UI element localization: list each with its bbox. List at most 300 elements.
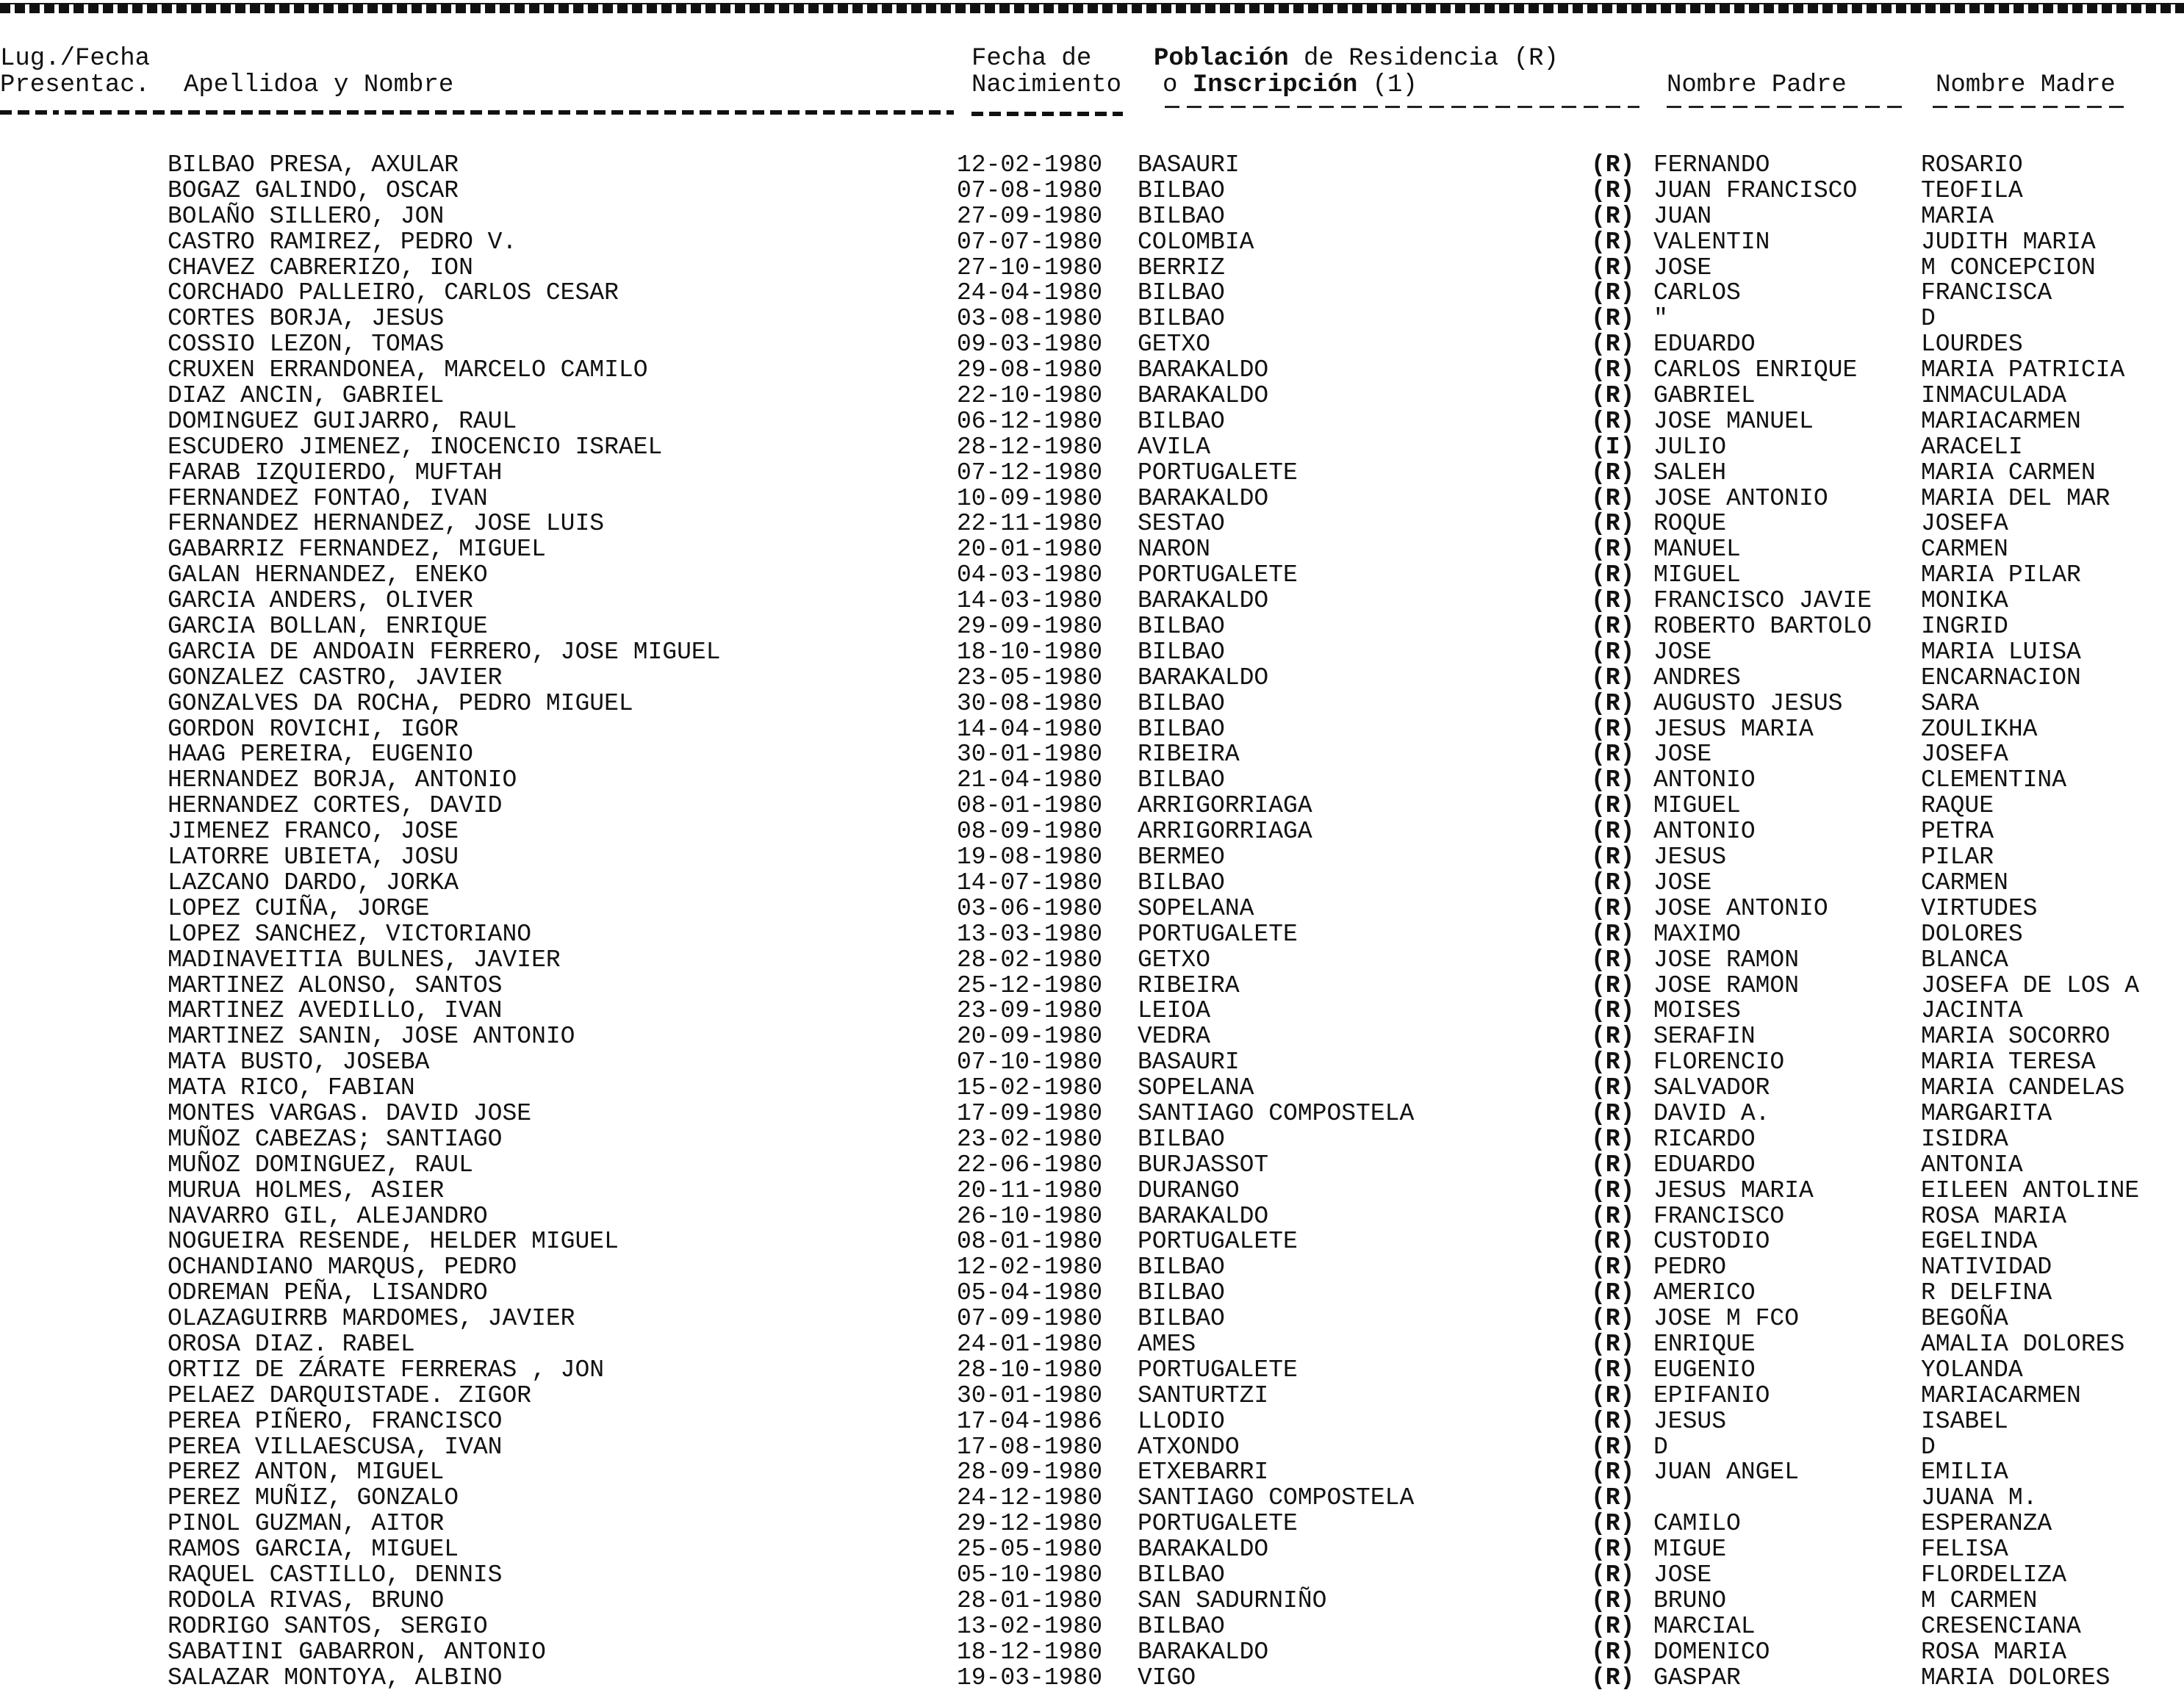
record-type-code: (R) bbox=[1591, 1023, 1635, 1051]
record-type-code: (R) bbox=[1591, 1664, 1635, 1691]
record-type-code: (R) bbox=[1591, 587, 1635, 615]
record-name: GALAN HERNANDEZ, ENEKO bbox=[168, 561, 488, 589]
record-birth-date: 24-04-1980 bbox=[957, 279, 1103, 307]
record-place: BILBAO bbox=[1138, 766, 1225, 794]
records-list bbox=[0, 153, 2184, 1691]
record-birth-date: 07-07-1980 bbox=[957, 228, 1103, 256]
record-birth-date: 07-12-1980 bbox=[957, 458, 1103, 486]
record-place: BILBAO bbox=[1138, 1279, 1225, 1307]
record-father-name: JESUS MARIA bbox=[1653, 715, 1814, 743]
record-birth-date: 20-11-1980 bbox=[957, 1176, 1103, 1204]
record-type-code: (R) bbox=[1591, 1228, 1635, 1256]
record-type-code: (R) bbox=[1591, 741, 1635, 769]
record-mother-name: ROSA MARIA bbox=[1921, 1202, 2067, 1230]
record-father-name: EPIFANIO bbox=[1653, 1381, 1770, 1409]
record-type-code: (R) bbox=[1591, 1330, 1635, 1358]
table-row bbox=[0, 768, 2184, 794]
record-mother-name: LOURDES bbox=[1921, 331, 2023, 359]
header-inscripcion-rest: (1) bbox=[1357, 71, 1418, 99]
record-birth-date: 19-08-1980 bbox=[957, 844, 1103, 871]
record-place: BILBAO bbox=[1138, 176, 1225, 204]
record-type-code: (R) bbox=[1591, 894, 1635, 922]
record-mother-name: EMILIA bbox=[1921, 1459, 2008, 1486]
record-type-code: (R) bbox=[1591, 253, 1635, 281]
record-name: LATORRE UBIETA, JOSU bbox=[168, 844, 459, 871]
record-mother-name: D bbox=[1921, 305, 1936, 333]
record-place: BILBAO bbox=[1138, 638, 1225, 666]
record-mother-name: MARIA LUISA bbox=[1921, 638, 2081, 666]
header-underline-col4 bbox=[1165, 106, 1639, 108]
record-mother-name: EGELINDA bbox=[1921, 1228, 2038, 1256]
record-place: SOPELANA bbox=[1138, 894, 1254, 922]
record-mother-name: MARIA bbox=[1921, 202, 1994, 230]
record-type-code: (R) bbox=[1591, 869, 1635, 896]
record-father-name: SALVADOR bbox=[1653, 1074, 1770, 1102]
record-name: SABATINI GABARRON, ANTONIO bbox=[168, 1638, 546, 1666]
record-mother-name: ZOULIKHA bbox=[1921, 715, 2038, 743]
record-type-code: (R) bbox=[1591, 1099, 1635, 1127]
record-name: MATA RICO, FABIAN bbox=[168, 1074, 415, 1102]
record-place: GETXO bbox=[1138, 946, 1211, 974]
table-row bbox=[0, 871, 2184, 896]
record-mother-name: CARMEN bbox=[1921, 869, 2008, 896]
record-type-code: (R) bbox=[1591, 407, 1635, 435]
table-row bbox=[0, 1460, 2184, 1486]
record-place: ARRIGORRIAGA bbox=[1138, 792, 1312, 820]
record-name: RODRIGO SANTOS, SERGIO bbox=[168, 1612, 488, 1640]
record-type-code: (R) bbox=[1591, 1381, 1635, 1409]
table-row bbox=[0, 1332, 2184, 1358]
record-place: LEIOA bbox=[1138, 997, 1211, 1025]
record-birth-date: 29-09-1980 bbox=[957, 613, 1103, 641]
record-birth-date: 05-04-1980 bbox=[957, 1279, 1103, 1307]
record-name: JIMENEZ FRANCO, JOSE bbox=[168, 818, 459, 846]
record-birth-date: 17-04-1986 bbox=[957, 1407, 1103, 1435]
record-father-name: " bbox=[1653, 305, 1668, 333]
record-name: MURUA HOLMES, ASIER bbox=[168, 1176, 445, 1204]
record-place: VEDRA bbox=[1138, 1023, 1211, 1051]
record-place: ARRIGORRIAGA bbox=[1138, 818, 1312, 846]
record-mother-name: JOSEFA bbox=[1921, 510, 2008, 538]
record-father-name: VALENTIN bbox=[1653, 228, 1770, 256]
record-place: BARAKALDO bbox=[1138, 356, 1269, 384]
record-father-name: FRANCISCO bbox=[1653, 1202, 1785, 1230]
record-type-code: (R) bbox=[1591, 1074, 1635, 1102]
record-type-code: (R) bbox=[1591, 458, 1635, 486]
record-birth-date: 20-09-1980 bbox=[957, 1023, 1103, 1051]
record-father-name: EUGENIO bbox=[1653, 1356, 1756, 1384]
header-poblacion-rest: de Residencia (R) bbox=[1288, 45, 1559, 73]
record-mother-name: JOSEFA bbox=[1921, 741, 2008, 769]
record-birth-date: 14-04-1980 bbox=[957, 715, 1103, 743]
record-name: MATA BUSTO, JOSEBA bbox=[168, 1049, 430, 1076]
table-row bbox=[0, 1101, 2184, 1127]
record-father-name: DAVID A. bbox=[1653, 1099, 1770, 1127]
record-birth-date: 23-05-1980 bbox=[957, 664, 1103, 691]
header-nacimiento: Nacimiento bbox=[971, 71, 1122, 99]
record-birth-date: 14-03-1980 bbox=[957, 587, 1103, 615]
record-mother-name: M CARMEN bbox=[1921, 1586, 2038, 1614]
record-mother-name: MARGARITA bbox=[1921, 1099, 2052, 1127]
record-place: PORTUGALETE bbox=[1138, 1510, 1298, 1538]
table-row bbox=[0, 409, 2184, 435]
table-row bbox=[0, 1255, 2184, 1281]
record-father-name: JUAN ANGEL bbox=[1653, 1459, 1800, 1486]
record-type-code: (R) bbox=[1591, 613, 1635, 641]
table-row bbox=[0, 1229, 2184, 1255]
record-name: CASTRO RAMIREZ, PEDRO V. bbox=[168, 228, 517, 256]
table-row bbox=[0, 819, 2184, 845]
record-father-name: SERAFIN bbox=[1653, 1023, 1756, 1051]
record-type-code: (R) bbox=[1591, 536, 1635, 564]
table-row bbox=[0, 511, 2184, 537]
table-row bbox=[0, 458, 2184, 486]
record-father-name: CUSTODIO bbox=[1653, 1228, 1770, 1256]
record-name: MARTINEZ ALONSO, SANTOS bbox=[168, 971, 503, 999]
record-type-code: (R) bbox=[1591, 1638, 1635, 1666]
record-father-name: MOISES bbox=[1653, 997, 1741, 1025]
record-father-name: JUAN FRANCISCO bbox=[1653, 176, 1858, 204]
record-father-name: DOMENICO bbox=[1653, 1638, 1770, 1666]
record-mother-name: MARIA PILAR bbox=[1921, 561, 2081, 589]
record-birth-date: 27-09-1980 bbox=[957, 202, 1103, 230]
record-father-name: JOSE bbox=[1653, 638, 1712, 666]
record-name: RAMOS GARCIA, MIGUEL bbox=[168, 1536, 459, 1564]
table-row bbox=[0, 176, 2184, 204]
record-birth-date: 22-10-1980 bbox=[957, 382, 1103, 410]
table-row bbox=[0, 153, 2184, 179]
record-name: DIAZ ANCIN, GABRIEL bbox=[168, 382, 445, 410]
table-row bbox=[0, 794, 2184, 819]
record-birth-date: 05-10-1980 bbox=[957, 1561, 1103, 1589]
table-row bbox=[0, 563, 2184, 589]
record-name: GORDON ROVICHI, IGOR bbox=[168, 715, 459, 743]
record-father-name: MIGUEL bbox=[1653, 561, 1741, 589]
record-name: PINOL GUZMAN, AITOR bbox=[168, 1510, 445, 1538]
record-type-code: (R) bbox=[1591, 1433, 1635, 1461]
record-name: GONZALEZ CASTRO, JAVIER bbox=[168, 664, 503, 691]
record-father-name: JOSE RAMON bbox=[1653, 946, 1800, 974]
record-mother-name: AMALIA DOLORES bbox=[1921, 1330, 2125, 1358]
record-type-code: (R) bbox=[1591, 689, 1635, 717]
table-row bbox=[0, 999, 2184, 1024]
header-underline-col5 bbox=[1667, 106, 1902, 108]
record-father-name: ROBERTO BARTOLO bbox=[1653, 613, 1872, 641]
record-type-code: (I) bbox=[1591, 433, 1635, 461]
record-place: SANTIAGO COMPOSTELA bbox=[1138, 1099, 1415, 1127]
record-mother-name: SARA bbox=[1921, 689, 1980, 717]
record-place: BERRIZ bbox=[1138, 253, 1225, 281]
record-name: RODOLA RIVAS, BRUNO bbox=[168, 1586, 445, 1614]
record-name: NAVARRO GIL, ALEJANDRO bbox=[168, 1202, 488, 1230]
table-row bbox=[0, 1204, 2184, 1230]
record-mother-name: M CONCEPCION bbox=[1921, 253, 2096, 281]
record-type-code: (R) bbox=[1591, 279, 1635, 307]
record-mother-name: D bbox=[1921, 1433, 1936, 1461]
record-place: BARAKALDO bbox=[1138, 1638, 1269, 1666]
record-mother-name: ENCARNACION bbox=[1921, 664, 2081, 691]
record-father-name: MARCIAL bbox=[1653, 1612, 1756, 1640]
record-birth-date: 30-01-1980 bbox=[957, 741, 1103, 769]
record-type-code: (R) bbox=[1591, 1151, 1635, 1179]
table-row bbox=[0, 435, 2184, 461]
record-name: BOGAZ GALINDO, OSCAR bbox=[168, 176, 459, 204]
record-place: BERMEO bbox=[1138, 844, 1225, 871]
record-type-code: (R) bbox=[1591, 1356, 1635, 1384]
record-type-code: (R) bbox=[1591, 1407, 1635, 1435]
record-father-name: JESUS bbox=[1653, 844, 1727, 871]
record-mother-name: RAQUE bbox=[1921, 792, 1994, 820]
table-row bbox=[0, 1537, 2184, 1563]
record-mother-name: ROSA MARIA bbox=[1921, 1638, 2067, 1666]
record-birth-date: 14-07-1980 bbox=[957, 869, 1103, 896]
record-name: CORTES BORJA, JESUS bbox=[168, 305, 445, 333]
header-underline-col1 bbox=[0, 110, 59, 115]
record-mother-name: FLORDELIZA bbox=[1921, 1561, 2067, 1589]
record-birth-date: 20-01-1980 bbox=[957, 536, 1103, 564]
table-row bbox=[0, 1024, 2184, 1050]
record-father-name: JESUS bbox=[1653, 1407, 1727, 1435]
record-place: PORTUGALETE bbox=[1138, 920, 1298, 948]
record-mother-name: FRANCISCA bbox=[1921, 279, 2052, 307]
record-type-code: (R) bbox=[1591, 715, 1635, 743]
record-mother-name: ROSARIO bbox=[1921, 151, 2023, 179]
record-birth-date: 06-12-1980 bbox=[957, 407, 1103, 435]
record-mother-name: NATIVIDAD bbox=[1921, 1254, 2052, 1281]
table-row bbox=[0, 1640, 2184, 1666]
table-row bbox=[0, 666, 2184, 691]
record-place: BILBAO bbox=[1138, 1125, 1225, 1153]
record-birth-date: 27-10-1980 bbox=[957, 253, 1103, 281]
record-name: GARCIA ANDERS, OLIVER bbox=[168, 587, 473, 615]
record-mother-name: ISIDRA bbox=[1921, 1125, 2008, 1153]
record-type-code: (R) bbox=[1591, 1305, 1635, 1333]
record-birth-date: 25-05-1980 bbox=[957, 1536, 1103, 1564]
record-type-code: (R) bbox=[1591, 331, 1635, 359]
top-separator-rule bbox=[0, 3, 2184, 13]
record-mother-name: DOLORES bbox=[1921, 920, 2023, 948]
record-mother-name: YOLANDA bbox=[1921, 1356, 2023, 1384]
record-place: BARAKALDO bbox=[1138, 382, 1269, 410]
record-type-code: (R) bbox=[1591, 844, 1635, 871]
table-row bbox=[0, 1486, 2184, 1511]
record-mother-name: MARIA PATRICIA bbox=[1921, 356, 2125, 384]
record-name: ODREMAN PEÑA, LISANDRO bbox=[168, 1279, 488, 1307]
table-row bbox=[0, 1281, 2184, 1306]
record-birth-date: 28-01-1980 bbox=[957, 1586, 1103, 1614]
record-name: DOMINGUEZ GUIJARRO, RAUL bbox=[168, 407, 517, 435]
record-mother-name: INGRID bbox=[1921, 613, 2008, 641]
record-father-name: JOSE RAMON bbox=[1653, 971, 1800, 999]
record-mother-name: EILEEN ANTOLINE bbox=[1921, 1176, 2140, 1204]
header-poblacion-bold: Población bbox=[1154, 45, 1289, 73]
record-birth-date: 17-09-1980 bbox=[957, 1099, 1103, 1127]
record-name: PEREA PIÑERO, FRANCISCO bbox=[168, 1407, 503, 1435]
record-birth-date: 03-06-1980 bbox=[957, 894, 1103, 922]
record-father-name: FRANCISCO JAVIE bbox=[1653, 587, 1872, 615]
record-place: ETXEBARRI bbox=[1138, 1459, 1269, 1486]
table-row bbox=[0, 230, 2184, 256]
table-row bbox=[0, 640, 2184, 666]
record-birth-date: 03-08-1980 bbox=[957, 305, 1103, 333]
record-name: MARTINEZ SANIN, JOSE ANTONIO bbox=[168, 1023, 575, 1051]
table-row bbox=[0, 1586, 2184, 1614]
record-type-code: (R) bbox=[1591, 997, 1635, 1025]
record-place: VIGO bbox=[1138, 1664, 1196, 1691]
record-type-code: (R) bbox=[1591, 1510, 1635, 1538]
record-mother-name: JOSEFA DE LOS A bbox=[1921, 971, 2140, 999]
header-underline-col2 bbox=[65, 110, 954, 115]
table-row bbox=[0, 896, 2184, 922]
record-father-name: JESUS MARIA bbox=[1653, 1176, 1814, 1204]
table-row bbox=[0, 971, 2184, 999]
record-name: NOGUEIRA RESENDE, HELDER MIGUEL bbox=[168, 1228, 619, 1256]
record-mother-name: ISABEL bbox=[1921, 1407, 2008, 1435]
record-name: HERNANDEZ CORTES, DAVID bbox=[168, 792, 503, 820]
record-father-name: AMERICO bbox=[1653, 1279, 1756, 1307]
record-type-code: (R) bbox=[1591, 484, 1635, 512]
record-birth-date: 28-02-1980 bbox=[957, 946, 1103, 974]
record-place: RIBEIRA bbox=[1138, 971, 1240, 999]
record-name: HAAG PEREIRA, EUGENIO bbox=[168, 741, 473, 769]
table-row bbox=[0, 1153, 2184, 1179]
record-place: BILBAO bbox=[1138, 1612, 1225, 1640]
record-birth-date: 22-11-1980 bbox=[957, 510, 1103, 538]
record-place: BILBAO bbox=[1138, 689, 1225, 717]
record-type-code: (R) bbox=[1591, 1612, 1635, 1640]
record-name: LOPEZ SANCHEZ, VICTORIANO bbox=[168, 920, 532, 948]
table-row bbox=[0, 358, 2184, 384]
table-row bbox=[0, 1050, 2184, 1076]
record-type-code: (R) bbox=[1591, 1279, 1635, 1307]
record-father-name: D bbox=[1653, 1433, 1668, 1461]
record-birth-date: 29-12-1980 bbox=[957, 1510, 1103, 1538]
record-place: SESTAO bbox=[1138, 510, 1225, 538]
header-nombre-padre: Nombre Padre bbox=[1667, 71, 1847, 99]
record-birth-date: 04-03-1980 bbox=[957, 561, 1103, 589]
record-father-name: JOSE bbox=[1653, 1561, 1712, 1589]
record-name: ORTIZ DE ZÁRATE FERRERAS , JON bbox=[168, 1356, 605, 1384]
record-place: BARAKALDO bbox=[1138, 1202, 1269, 1230]
record-name: OLAZAGUIRRB MARDOMES, JAVIER bbox=[168, 1305, 575, 1333]
record-place: RIBEIRA bbox=[1138, 741, 1240, 769]
record-place: BILBAO bbox=[1138, 715, 1225, 743]
header-nombre-madre: Nombre Madre bbox=[1936, 71, 2116, 99]
record-father-name: ANTONIO bbox=[1653, 818, 1756, 846]
record-birth-date: 07-08-1980 bbox=[957, 176, 1103, 204]
record-type-code: (R) bbox=[1591, 1459, 1635, 1486]
table-row bbox=[0, 537, 2184, 563]
record-mother-name: MONIKA bbox=[1921, 587, 2008, 615]
record-birth-date: 12-02-1980 bbox=[957, 1254, 1103, 1281]
record-father-name: MANUEL bbox=[1653, 536, 1741, 564]
record-place: AMES bbox=[1138, 1330, 1196, 1358]
table-row bbox=[0, 922, 2184, 948]
table-row bbox=[0, 306, 2184, 332]
record-type-code: (R) bbox=[1591, 638, 1635, 666]
record-type-code: (R) bbox=[1591, 305, 1635, 333]
record-type-code: (R) bbox=[1591, 1202, 1635, 1230]
record-father-name: MIGUE bbox=[1653, 1536, 1727, 1564]
record-father-name: PEDRO bbox=[1653, 1254, 1727, 1281]
header-lug-fecha: Lug./Fecha bbox=[0, 45, 151, 73]
record-type-code: (R) bbox=[1591, 1484, 1635, 1512]
record-name: COSSIO LEZON, TOMAS bbox=[168, 331, 445, 359]
record-place: BILBAO bbox=[1138, 1254, 1225, 1281]
record-mother-name: CRESENCIANA bbox=[1921, 1612, 2081, 1640]
record-birth-date: 24-01-1980 bbox=[957, 1330, 1103, 1358]
record-father-name: RICARDO bbox=[1653, 1125, 1756, 1153]
record-type-code: (R) bbox=[1591, 561, 1635, 589]
record-birth-date: 15-02-1980 bbox=[957, 1074, 1103, 1102]
record-name: MADINAVEITIA BULNES, JAVIER bbox=[168, 946, 561, 974]
record-place: GETXO bbox=[1138, 331, 1211, 359]
record-mother-name: MARIA DOLORES bbox=[1921, 1664, 2111, 1691]
record-father-name: JOSE bbox=[1653, 253, 1712, 281]
table-row bbox=[0, 845, 2184, 871]
record-father-name: GASPAR bbox=[1653, 1664, 1741, 1691]
record-mother-name: R DELFINA bbox=[1921, 1279, 2052, 1307]
record-mother-name: MARIA TERESA bbox=[1921, 1049, 2096, 1076]
record-name: GARCIA BOLLAN, ENRIQUE bbox=[168, 613, 488, 641]
record-type-code: (R) bbox=[1591, 664, 1635, 691]
record-father-name: FLORENCIO bbox=[1653, 1049, 1785, 1076]
table-row bbox=[0, 1076, 2184, 1101]
header-fecha-de: Fecha de bbox=[971, 45, 1092, 73]
record-father-name: SALEH bbox=[1653, 458, 1727, 486]
record-birth-date: 24-12-1980 bbox=[957, 1484, 1103, 1512]
record-name: CRUXEN ERRANDONEA, MARCELO CAMILO bbox=[168, 356, 648, 384]
record-birth-date: 30-08-1980 bbox=[957, 689, 1103, 717]
record-birth-date: 23-02-1980 bbox=[957, 1125, 1103, 1153]
record-place: ATXONDO bbox=[1138, 1433, 1240, 1461]
record-name: SALAZAR MONTOYA, ALBINO bbox=[168, 1664, 503, 1691]
record-father-name: JULIO bbox=[1653, 433, 1727, 461]
record-type-code: (R) bbox=[1591, 1125, 1635, 1153]
record-mother-name: MARIA CARMEN bbox=[1921, 458, 2096, 486]
table-row bbox=[0, 1306, 2184, 1332]
record-father-name: JOSE MANUEL bbox=[1653, 407, 1814, 435]
record-place: SOPELANA bbox=[1138, 1074, 1254, 1102]
record-name: LAZCANO DARDO, JORKA bbox=[168, 869, 459, 896]
record-birth-date: 21-04-1980 bbox=[957, 766, 1103, 794]
record-place: BILBAO bbox=[1138, 279, 1225, 307]
record-birth-date: 17-08-1980 bbox=[957, 1433, 1103, 1461]
record-father-name: CARLOS ENRIQUE bbox=[1653, 356, 1858, 384]
record-place: BILBAO bbox=[1138, 869, 1225, 896]
record-birth-date: 19-03-1980 bbox=[957, 1664, 1103, 1691]
record-name: MUÑOZ DOMINGUEZ, RAUL bbox=[168, 1151, 473, 1179]
record-father-name: ROQUE bbox=[1653, 510, 1727, 538]
record-place: BARAKALDO bbox=[1138, 484, 1269, 512]
record-mother-name: ANTONIA bbox=[1921, 1151, 2023, 1179]
record-place: SANTURTZI bbox=[1138, 1381, 1269, 1409]
record-birth-date: 28-12-1980 bbox=[957, 433, 1103, 461]
record-name: RAQUEL CASTILLO, DENNIS bbox=[168, 1561, 503, 1589]
record-name: CHAVEZ CABRERIZO, ION bbox=[168, 253, 473, 281]
record-birth-date: 23-09-1980 bbox=[957, 997, 1103, 1025]
record-place: SANTIAGO COMPOSTELA bbox=[1138, 1484, 1415, 1512]
record-place: COLOMBIA bbox=[1138, 228, 1254, 256]
record-name: PELAEZ DARQUISTADE. ZIGOR bbox=[168, 1381, 532, 1409]
record-birth-date: 28-10-1980 bbox=[957, 1356, 1103, 1384]
record-type-code: (R) bbox=[1591, 792, 1635, 820]
record-name: MONTES VARGAS. DAVID JOSE bbox=[168, 1099, 532, 1127]
record-place: BILBAO bbox=[1138, 407, 1225, 435]
record-father-name: FERNANDO bbox=[1653, 151, 1770, 179]
record-place: NARON bbox=[1138, 536, 1211, 564]
header-presentac: Presentac. bbox=[0, 71, 151, 99]
